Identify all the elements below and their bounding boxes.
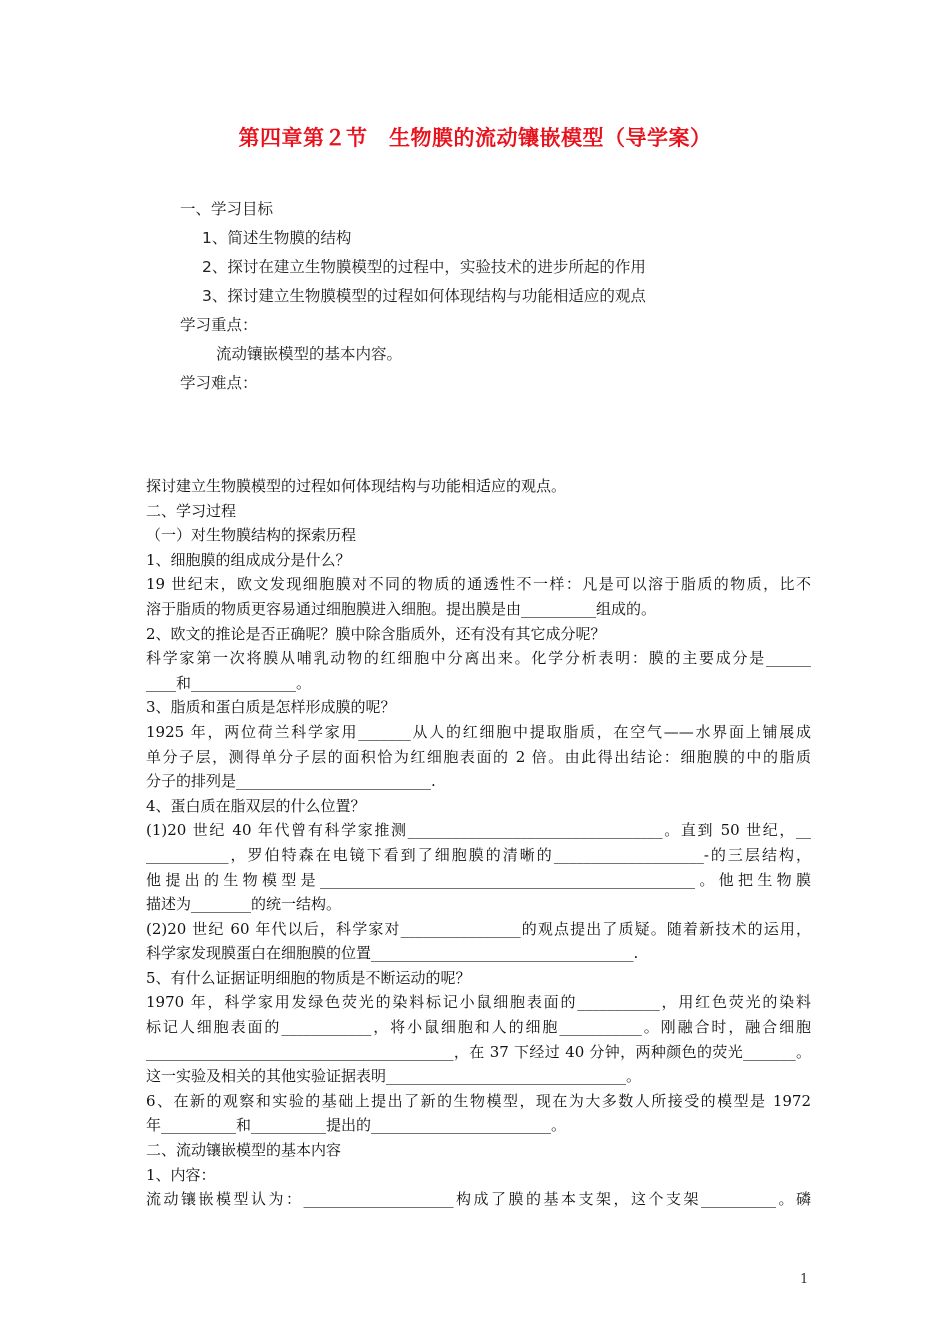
text-line: 描述为________的统一结构。 <box>146 895 342 914</box>
text-line: 2、欧文的推论是否正确呢？膜中除含脂质外，还有没有其它成分呢？ <box>146 624 606 643</box>
text-line: (2)20 世纪 60 年代以后，科学家对________________的观点提出了质疑。随着新技术的运用， <box>146 919 811 938</box>
text-line: ____和______________。 <box>146 673 312 692</box>
text-line: 科学家发现膜蛋白在细胞膜的位置___________________________________. <box>146 944 639 963</box>
text-line: 溶于脂质的物质更容易通过细胞膜进入细胞。提出膜是由__________组成的。 <box>146 599 657 618</box>
text-line: 分子的排列是__________________________. <box>146 772 436 791</box>
text-line: 6、在新的观察和实验的基础上提出了新的生物模型，现在为大多数人所接受的模型是 1972 <box>146 1091 811 1110</box>
text-line: 科学家第一次将膜从哺乳动物的红细胞中分离出来。化学分析表明：膜的主要成分是______ <box>146 649 811 668</box>
objective-item: 1、简述生物膜的结构 <box>202 229 352 247</box>
text-line: 探讨建立生物膜模型的过程如何体现结构与功能相适应的观点。 <box>146 477 567 495</box>
text-line: 1、内容： <box>146 1165 216 1184</box>
text-line: 流动镶嵌模型认为：____________________构成了膜的基本支架，这个支架__________。磷 <box>146 1190 811 1209</box>
text-line: 这一实验及相关的其他实验证据表明________________________________。 <box>146 1067 642 1086</box>
document-title: 第四章第２节 生物膜的流动镶嵌模型（导学案） <box>238 126 712 150</box>
text-line: _________________________________________，在 37 下经过 40 分钟，两种颜色的荧光_______。 <box>146 1042 811 1061</box>
text-line: 1970 年，科学家用发绿色荧光的染料标记小鼠细胞表面的___________，用红色荧光的染料 <box>146 993 811 1012</box>
text-line: 4、蛋白质在脂双层的什么位置？ <box>146 796 366 815</box>
objective-item: 3、探讨建立生物膜模型的过程如何体现结构与功能相适应的观点 <box>202 287 646 305</box>
key-point-text: 流动镶嵌模型的基本内容。 <box>216 345 403 363</box>
text-line: 他提出的生物模型是__________________________________________________。他把生物膜 <box>146 870 811 889</box>
text-line: 19 世纪末，欧文发现细胞膜对不同的物质的通透性不一样：凡是可以溶于脂质的物质，比不 <box>146 575 811 594</box>
text-line: 标记人细胞表面的____________，将小鼠细胞和人的细胞___________。刚融合时，融合细胞 <box>146 1018 811 1037</box>
text-line: 二、学习过程 <box>146 501 237 520</box>
text-line: 1925 年，两位荷兰科学家用_______从人的红细胞中提取脂质，在空气——水界面上铺展成 <box>146 722 811 741</box>
text-line: (1)20 世纪 40 年代曾有科学家推测__________________________________。直到 50 世纪，__ <box>146 821 811 840</box>
text-line: 二、流动镶嵌模型的基本内容 <box>146 1141 342 1160</box>
text-line: 5、有什么证据证明细胞的物质是不断运动的呢？ <box>146 968 471 987</box>
text-line: 3、脂质和蛋白质是怎样形成膜的呢？ <box>146 698 396 717</box>
text-line: 年__________和__________提出的________________________。 <box>146 1116 567 1135</box>
objective-item: 2、探讨在建立生物膜模型的过程中，实验技术的进步所起的作用 <box>202 258 646 276</box>
page-number: 1 <box>800 1272 809 1287</box>
difficulty-label: 学习难点： <box>180 374 258 392</box>
study-process-section <box>146 474 811 1212</box>
text-line: 1、细胞膜的组成成分是什么？ <box>146 550 351 569</box>
key-point-label: 学习重点： <box>180 316 258 334</box>
text-line: ___________，罗伯特森在电镜下看到了细胞膜的清晰的____________________-的三层结构， <box>146 845 811 864</box>
objectives-heading: 一、学习目标 <box>180 200 274 218</box>
text-line: （一）对生物膜结构的探索历程 <box>146 526 357 545</box>
text-line: 单分子层，测得单分子层的面积恰为红细胞表面的 2 倍。由此得出结论：细胞膜的中的脂质 <box>146 747 811 766</box>
